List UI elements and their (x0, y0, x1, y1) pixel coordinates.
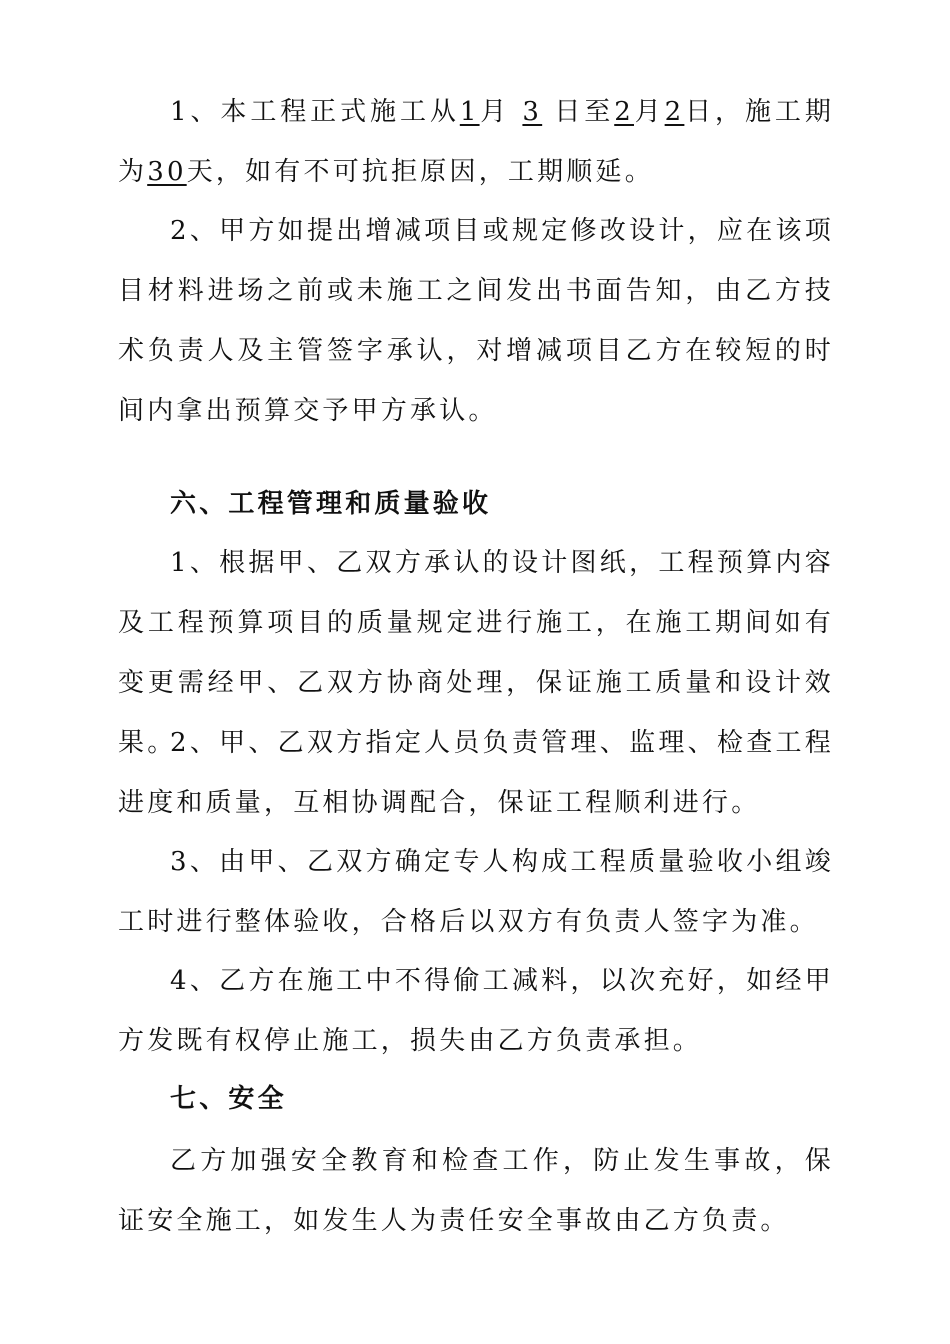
clause-6-item-4: 4、乙方在施工中不得偷工减料，以次充好，如经甲方发既有权停止施工，损失由乙方负责承担。 (118, 966, 834, 1056)
month-char-a: 月 (479, 97, 511, 127)
section-7-heading: 七、安全 (170, 1084, 287, 1114)
start-day: 3 (522, 97, 543, 127)
end-day: 2 (664, 97, 685, 127)
section-6-heading: 六、工程管理和质量验收 (170, 489, 492, 519)
clause-6-item-1: 1、根据甲、乙双方承认的设计图纸，工程预算内容及工程预算项目的质量规定进行施工，在施工期间如有变更需经甲、乙双方协商处理，保证施工质量和设计效果。 (118, 548, 834, 758)
start-month: 1 (459, 97, 480, 127)
clause-5-item-1-mid2: 日，施工期为 (118, 97, 835, 187)
month-char-b: 月 (633, 97, 665, 127)
clause-5-item-1-mid: 日至 (554, 97, 615, 127)
clause-6-item-3: 3、由甲、乙双方确定专人构成工程质量验收小组竣工时进行整体验收，合格后以双方有负责人签字为准。 (118, 847, 834, 937)
duration-days: 30 (147, 157, 187, 187)
clause-7-body: 乙方加强安全教育和检查工作，防止发生事故，保证安全施工，如发生人为责任安全事故由乙方负责。 (118, 1146, 834, 1236)
clause-5-item-1-suffix: 天，如有不可抗拒原因，工期顺延。 (186, 157, 654, 187)
clause-6-item-2: 2、甲、乙双方指定人员负责管理、监理、检查工程进度和质量，互相协调配合，保证工程顺利进行。 (118, 728, 834, 818)
end-month: 2 (614, 97, 634, 127)
clause-5-item-1 (118, 82, 834, 202)
clause-5-item-2: 2、甲方如提出增减项目或规定修改设计，应在该项目材料进场之前或未施工之间发出书面告知，由乙方技术负责人及主管签字承认，对增减项目乙方在较短的时间内拿出预算交予甲方承认。 (118, 216, 834, 426)
clause-5-item-1-prefix: 1、本工程正式施工从 (170, 97, 460, 127)
